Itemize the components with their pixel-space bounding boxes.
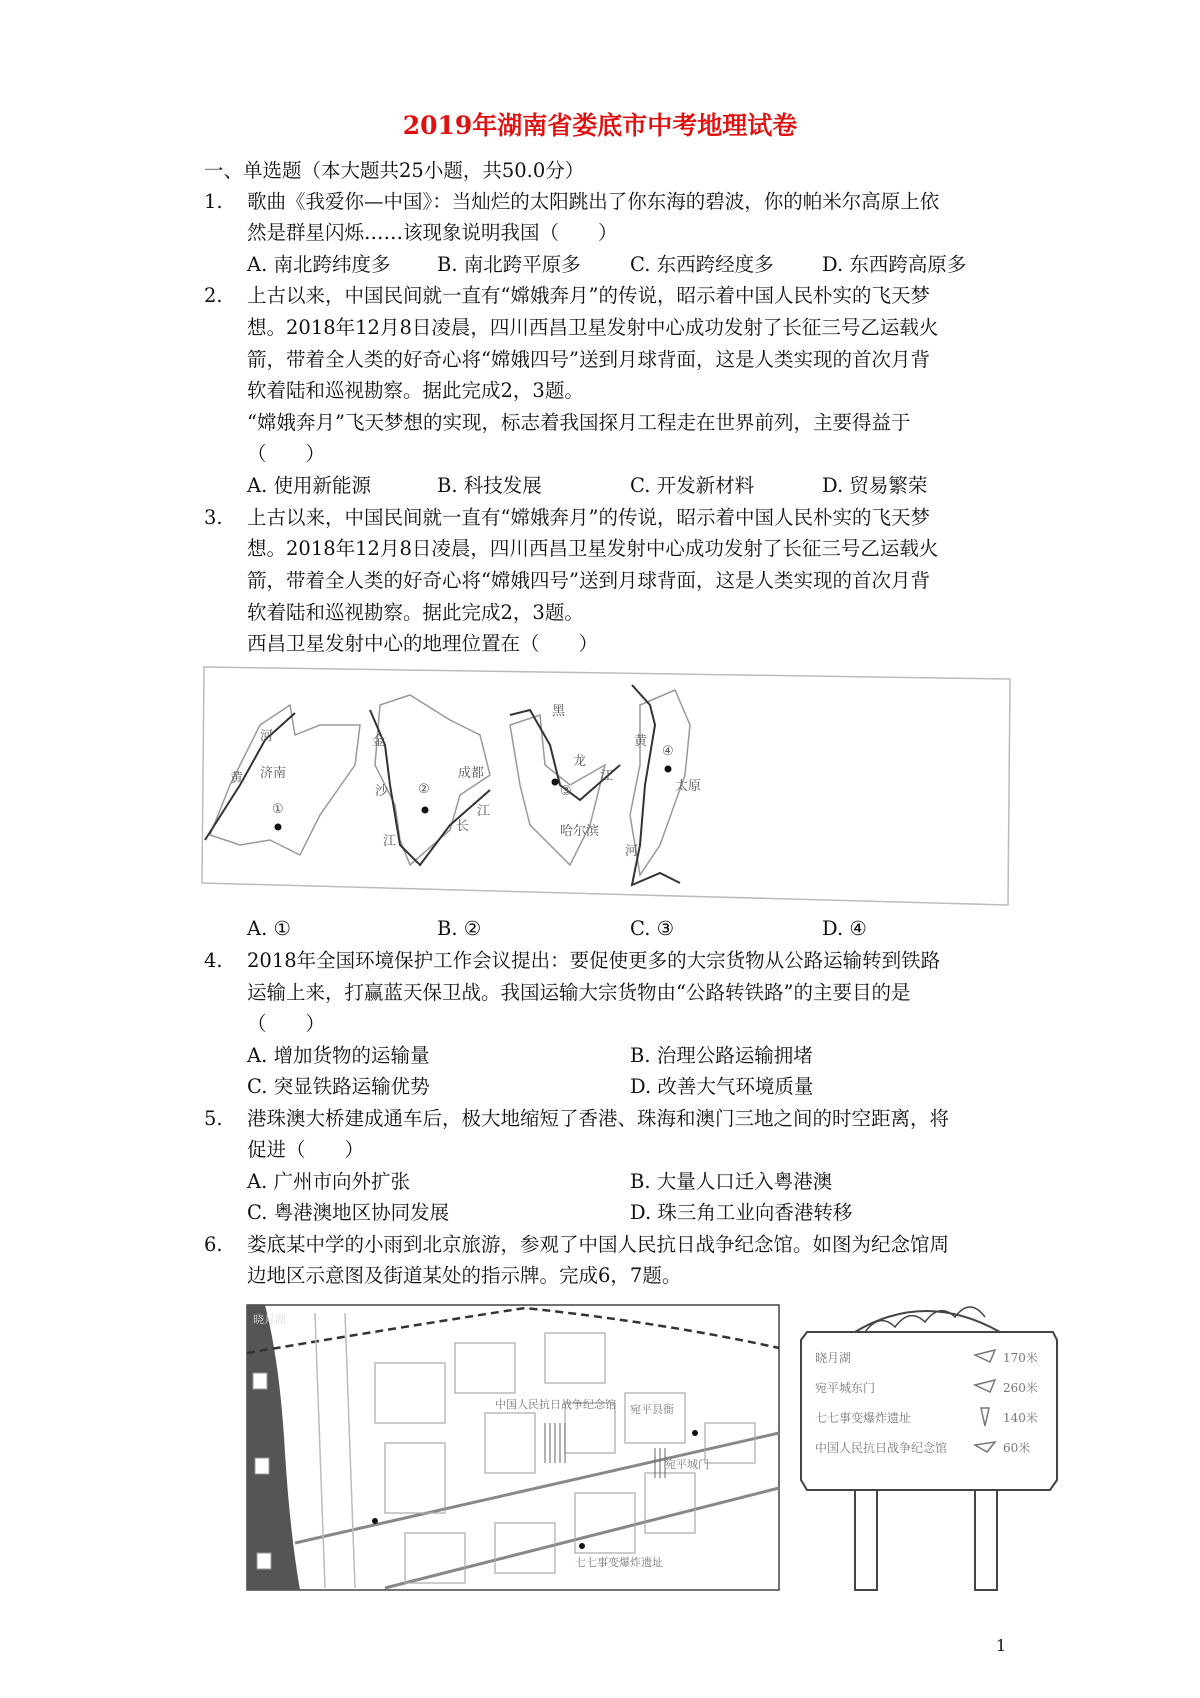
map-label-wanping: 宛平县衙: [630, 1403, 674, 1416]
map-label: 江: [600, 769, 614, 784]
map-label: 金: [372, 734, 386, 749]
option-b: B. 大量人口迁入粤港澳: [630, 1170, 833, 1193]
map-label: 河: [260, 729, 274, 744]
option-a: A. 使用新能源: [247, 474, 371, 497]
sign-row-name: 晓月湖: [815, 1351, 852, 1365]
question-text: “嫦娥奔月”飞天梦想的实现，标志着我国探月工程走在世界前列，主要得益于: [247, 411, 911, 434]
map-label: 长: [456, 819, 470, 834]
option-c: C. 突显铁路运输优势: [247, 1075, 430, 1098]
sign-row-name: 宛平城东门: [815, 1381, 876, 1395]
option-b: B. 科技发展: [437, 474, 542, 497]
map-label: 沙: [375, 784, 389, 799]
option-c: C. 粤港澳地区协同发展: [247, 1201, 450, 1224]
map-label-gate: 宛平城门: [665, 1458, 709, 1471]
map-label-lake: 晓月湖: [253, 1313, 286, 1326]
province-maps-figure: [200, 665, 1015, 910]
map-label-chengdu: 成都: [458, 766, 485, 781]
question-text: 想。2018年12月8日凌晨，四川西昌卫星发射中心成功发射了长征三号乙运载火: [247, 316, 939, 339]
question-text: （ ）: [247, 1012, 326, 1035]
question-text: 运输上来，打赢蓝天保卫战。我国运输大宗货物由“公路转铁路”的主要目的是: [247, 981, 911, 1004]
map-marker-1: ①: [272, 802, 284, 817]
question-text: 软着陆和巡视勘察。据此完成2，3题。: [247, 601, 584, 624]
question-text: 歌曲《我爱你—中国》：当灿烂的太阳跳出了你东海的碧波，你的帕米尔高原上依: [247, 190, 940, 213]
map-label: 江: [383, 834, 397, 849]
question-text: （ ）: [247, 442, 326, 465]
question-number: 1.: [204, 190, 223, 213]
question-text: 上古以来，中国民间就一直有“嫦娥奔月”的传说，昭示着中国人民朴实的飞天梦: [247, 506, 930, 529]
option-c: C. ③: [630, 917, 675, 940]
street-map-figure: [245, 1303, 785, 1603]
option-d: D. ④: [822, 917, 867, 940]
sign-row-name: 中国人民抗日战争纪念馆: [815, 1441, 948, 1455]
sign-row-distance: 260米: [1003, 1381, 1038, 1395]
question-number: 6.: [204, 1233, 223, 1256]
question-text: 箭，带着全人类的好奇心将“嫦娥四号”送到月球背面，这是人类实现的首次月背: [247, 348, 930, 371]
question-text: 促进（ ）: [247, 1138, 365, 1161]
option-d: D. 东西跨高原多: [822, 253, 967, 276]
map-label: 河: [625, 844, 639, 859]
sign-row-distance: 170米: [1003, 1351, 1038, 1365]
section-heading: 一、单选题（本大题共25小题，共50.0分）: [204, 159, 585, 182]
question-text: 娄底某中学的小雨到北京旅游，参观了中国人民抗日战争纪念馆。如图为纪念馆周: [247, 1233, 950, 1256]
page-number: 1: [996, 1636, 1007, 1655]
sign-row-distance: 60米: [1003, 1441, 1031, 1455]
option-b: B. 治理公路运输拥堵: [630, 1044, 813, 1067]
map-label-taiyuan: 太原: [675, 779, 702, 794]
question-number: 4.: [204, 949, 223, 972]
page-title: 2019年湖南省娄底市中考地理试卷: [402, 111, 798, 140]
question-text: 想。2018年12月8日凌晨，四川西昌卫星发射中心成功发射了长征三号乙运载火: [247, 537, 939, 560]
sign-row-distance: 140米: [1003, 1411, 1038, 1425]
option-a: A. 南北跨纬度多: [247, 253, 391, 276]
option-a: A. ①: [247, 917, 291, 940]
option-c: C. 开发新材料: [630, 474, 755, 497]
question-text: 边地区示意图及街道某处的指示牌。完成6，7题。: [247, 1264, 682, 1287]
map-label-jinan: 济南: [260, 766, 287, 781]
map-label: 黄: [634, 734, 648, 749]
question-text: 港珠澳大桥建成通车后，极大地缩短了香港、珠海和澳门三地之间的时空距离，将: [247, 1107, 950, 1130]
option-b: B. ②: [437, 917, 482, 940]
question-text: 软着陆和巡视勘察。据此完成2，3题。: [247, 379, 584, 402]
map-label: 黑: [552, 704, 566, 719]
question-text: 西昌卫星发射中心的地理位置在（ ）: [247, 632, 599, 655]
question-number: 3.: [204, 506, 223, 529]
option-d: D. 贸易繁荣: [822, 474, 928, 497]
question-text: 2018年全国环境保护工作会议提出：要促使更多的大宗货物从公路运输转到铁路: [247, 949, 941, 972]
map-marker-2: ②: [418, 782, 430, 797]
option-a: A. 广州市向外扩张: [247, 1170, 410, 1193]
option-d: D. 改善大气环境质量: [630, 1075, 814, 1098]
map-marker-3: ③: [560, 784, 572, 799]
map-label: 龙: [573, 754, 587, 769]
map-label-harbin: 哈尔滨: [560, 824, 600, 839]
question-text: 箭，带着全人类的好奇心将“嫦娥四号”送到月球背面，这是人类实现的首次月背: [247, 569, 930, 592]
question-text: 上古以来，中国民间就一直有“嫦娥奔月”的传说，昭示着中国人民朴实的飞天梦: [247, 284, 930, 307]
map-label-museum: 中国人民抗日战争纪念馆: [495, 1398, 616, 1411]
sign-row-name: 七七事变爆炸遗址: [815, 1411, 912, 1425]
map-label: 江: [477, 804, 491, 819]
map-marker-4: ④: [662, 744, 674, 759]
map-label: 黄: [230, 771, 244, 786]
option-d: D. 珠三角工业向香港转移: [630, 1201, 853, 1224]
option-c: C. 东西跨经度多: [630, 253, 774, 276]
option-a: A. 增加货物的运输量: [247, 1044, 430, 1067]
option-b: B. 南北跨平原多: [437, 253, 581, 276]
question-text: 然是群星闪烁……该现象说明我国（ ）: [247, 221, 618, 244]
question-number: 5.: [204, 1107, 223, 1130]
map-label-site: 七七事变爆炸遗址: [575, 1556, 663, 1569]
question-number: 2.: [204, 284, 223, 307]
direction-sign: [795, 1300, 1065, 1595]
